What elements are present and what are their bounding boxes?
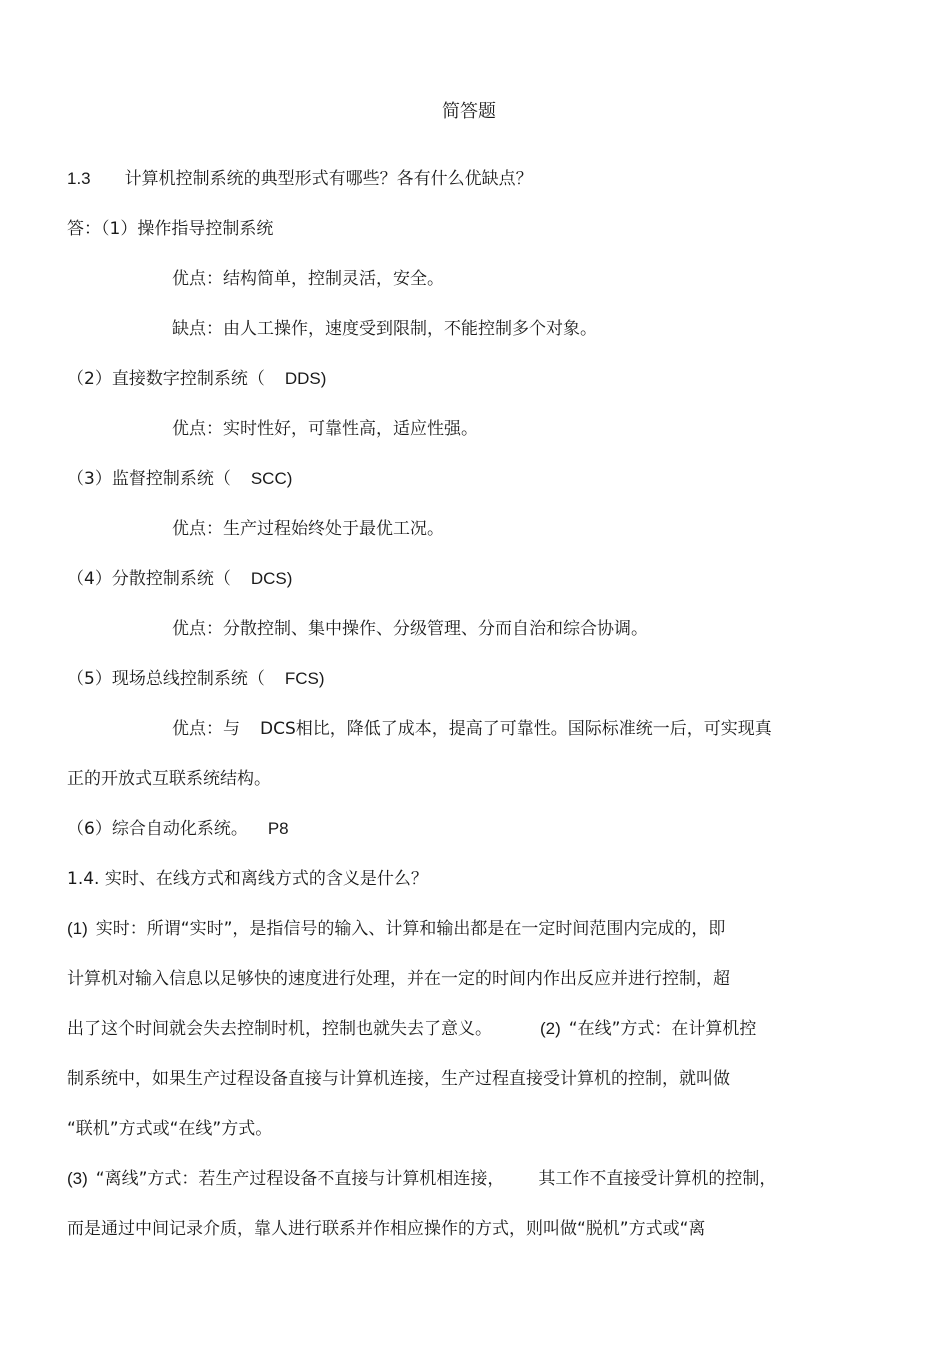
item-2-pros: 优点：实时性好，可靠性高，适应性强。 bbox=[172, 419, 478, 439]
item-5-pros-text: DCS相比，降低了成本，提高了可靠性。国际标准统一后，可实现真 bbox=[260, 719, 772, 739]
para-3-text-a: “离线”方式：若生产过程设备不直接与计算机相连接， bbox=[95, 1169, 505, 1189]
para-1-number: (1) bbox=[67, 919, 88, 938]
item-6-page-ref: P8 bbox=[267, 819, 289, 838]
para-1-text-end: 出了这个时间就会失去控制时机，控制也就失去了意义。 bbox=[67, 1019, 492, 1039]
item-3-pros: 优点：生产过程始终处于最优工况。 bbox=[172, 519, 444, 539]
item-4-abbr: DCS) bbox=[250, 569, 293, 588]
item-2-label: （2）直接数字控制系统（ bbox=[67, 369, 265, 389]
item-1-cons: 缺点：由人工操作，速度受到限制，不能控制多个对象。 bbox=[172, 319, 597, 339]
item-3-abbr: SCC) bbox=[250, 469, 293, 488]
question-number: 1.3 bbox=[67, 169, 91, 188]
para-3-text-b: 其工作不直接受计算机的控制， bbox=[538, 1169, 777, 1189]
answer-item-5 bbox=[67, 668, 325, 690]
question-1-3 bbox=[67, 168, 533, 190]
q14-para-1-line-2: 计算机对输入信息以足够快的速度进行处理，并在一定的时间内作出反应并进行控制，超 bbox=[67, 969, 730, 989]
q14-para-3-line-1 bbox=[67, 1168, 776, 1190]
q14-para-2-line-2: 制系统中，如果生产过程设备直接与计算机连接，生产过程直接受计算机的控制，就叫做 bbox=[67, 1069, 730, 1089]
question-text: 计算机控制系统的典型形式有哪些？各有什么优缺点？ bbox=[124, 169, 533, 189]
item-5-pros-continued: 正的开放式互联系统结构。 bbox=[67, 769, 271, 789]
q14-para-2-line-3: “联机”方式或“在线”方式。 bbox=[67, 1119, 273, 1139]
item-2-abbr: DDS) bbox=[284, 369, 327, 388]
item-4-pros: 优点：分散控制、集中操作、分级管理、分而自治和综合协调。 bbox=[172, 619, 648, 639]
page-title: 简答题 bbox=[442, 101, 496, 122]
para-2-number: (2) bbox=[540, 1019, 561, 1038]
item-6-label: （6）综合自动化系统。 bbox=[67, 819, 248, 839]
item-5-pros-prefix: 优点：与 bbox=[172, 719, 240, 739]
item-5-pros bbox=[172, 718, 772, 740]
answer-item-1: 答：（1）操作指导控制系统 bbox=[67, 219, 274, 239]
q14-para-3-line-2: 而是通过中间记录介质，靠人进行联系并作相应操作的方式，则叫做“脱机”方式或“离 bbox=[67, 1219, 706, 1239]
item-5-label: （5）现场总线控制系统（ bbox=[67, 669, 265, 689]
answer-item-6 bbox=[67, 818, 289, 840]
para-1-text: 实时：所谓“实时”，是指信号的输入、计算和输出都是在一定时间范围内完成的，即 bbox=[95, 919, 726, 939]
item-3-label: （3）监督控制系统（ bbox=[67, 469, 231, 489]
item-5-abbr: FCS) bbox=[284, 669, 325, 688]
answer-item-3 bbox=[67, 468, 292, 490]
answer-item-2 bbox=[67, 368, 326, 390]
para-2-text: “在线”方式：在计算机控 bbox=[568, 1019, 757, 1039]
answer-item-4 bbox=[67, 568, 292, 590]
item-4-label: （4）分散控制系统（ bbox=[67, 569, 231, 589]
item-1-pros: 优点：结构简单，控制灵活，安全。 bbox=[172, 269, 444, 289]
para-3-number: (3) bbox=[67, 1169, 88, 1188]
q14-para-1-line-1 bbox=[67, 918, 725, 940]
q14-para-1-line-3 bbox=[67, 1018, 756, 1040]
question-1-4: 1.4. 实时、在线方式和离线方式的含义是什么？ bbox=[67, 869, 428, 889]
